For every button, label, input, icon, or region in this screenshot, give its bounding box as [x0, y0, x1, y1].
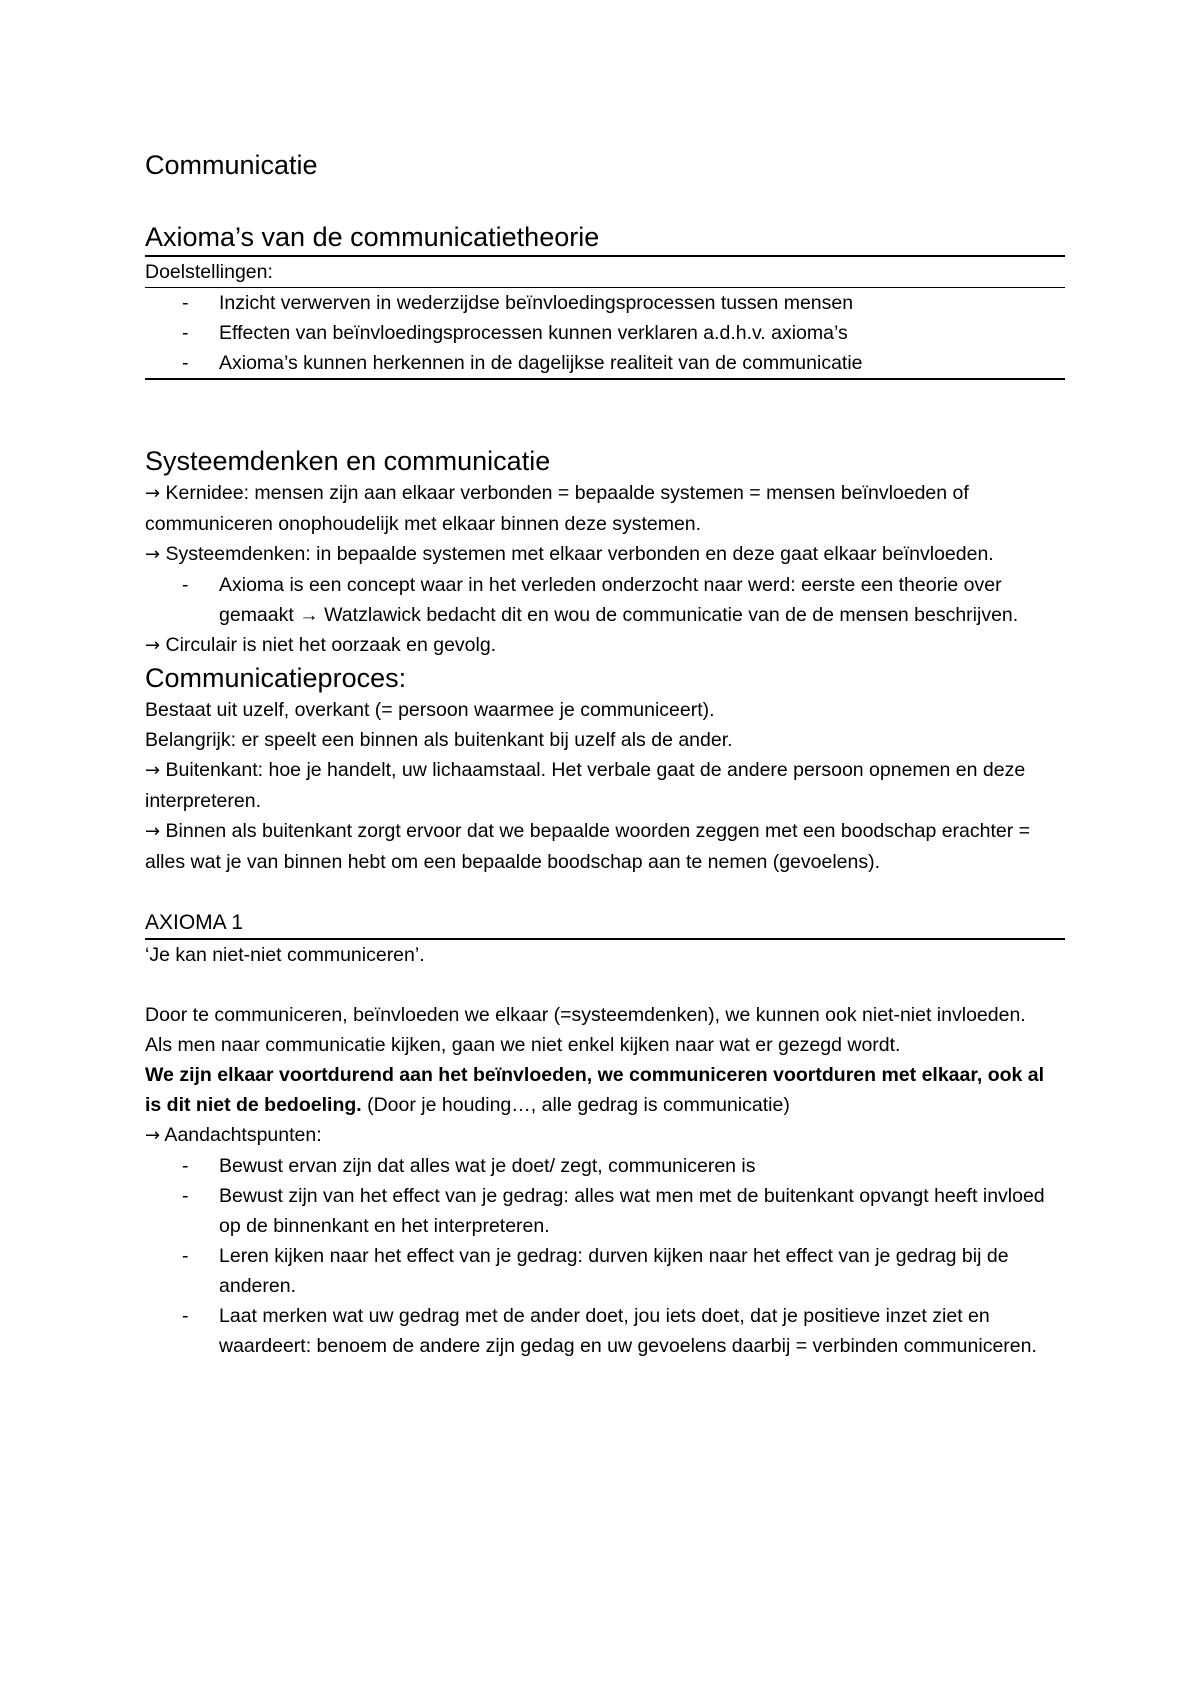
- systeem-list: [145, 570, 1065, 630]
- paragraph: → Buitenkant: hoe je handelt, uw lichaamstaal. Het verbale gaat de andere persoon opnemen en deze interpreteren.: [145, 759, 1026, 812]
- section-heading-axioma-1: AXIOMA 1: [145, 909, 1065, 940]
- goals-label: Doelstellingen:: [145, 257, 1065, 288]
- section-heading-systeemdenken: Systeemdenken en communicatie: [145, 446, 551, 476]
- axioma-quote: ‘Je kan niet-niet communiceren’.: [145, 944, 425, 966]
- paragraph: Belangrijk: er speelt een binnen als buitenkant bij uzelf als de ander.: [145, 729, 733, 751]
- section-heading-axiomas: Axioma’s van de communicatietheorie: [145, 220, 1065, 257]
- paragraph: → Circulair is niet het oorzaak en gevolg.: [145, 634, 497, 656]
- list-item: - Bewust zijn van het effect van je gedrag: alles wat men met de buitenkant opvangt heeft invloed op de binnenkant en het interpreteren.: [182, 1185, 1045, 1237]
- paragraph: → Systeemdenken: in bepaalde systemen met elkaar verbonden en deze gaat elkaar beïnvloeden.: [145, 543, 994, 565]
- arrow-icon: →: [145, 1125, 161, 1146]
- paragraph: → Kernidee: mensen zijn aan elkaar verbonden = bepaalde systemen = mensen beïnvloeden of communiceren onophoudelijk met elkaar binnen deze systemen.: [145, 482, 969, 535]
- list-item: - Effecten van beïnvloedingsprocessen kunnen verklaren a.d.h.v. axioma’s: [182, 322, 848, 344]
- paragraph: → Aandachtspunten:: [145, 1124, 322, 1146]
- aandachtspunten-list: [145, 1151, 1065, 1361]
- arrow-icon: →: [145, 821, 161, 842]
- list-item: - Axioma’s kunnen herkennen in de dagelijkse realiteit van de communicatie: [182, 352, 863, 374]
- document-content: [145, 148, 1065, 1361]
- list-item: - Laat merken wat uw gedrag met de ander doet, jou iets doet, dat je positieve inzet ziet en waardeert: benoem de andere zijn gedag en uw gevoelens daarbij = verbinden communiceren.: [182, 1305, 1037, 1357]
- list-item: - Bewust ervan zijn dat alles wat je doet/ zegt, communiceren is: [182, 1155, 756, 1177]
- section-heading-communicatieproces: Communicatieproces:: [145, 663, 407, 693]
- list-item: - Axioma is een concept waar in het verleden onderzocht naar werd: eerste een theorie over gemaakt → Watzlawick bedacht dit en wou de communicatie van de de mensen beschrijven.: [182, 574, 1019, 626]
- paragraph: We zijn elkaar voortdurend aan het beïnvloeden, we communiceren voortduren met elkaar, ook al is dit niet de bedoeling. (Door je houding…, alle gedrag is communicatie): [145, 1064, 1045, 1116]
- paragraph: Bestaat uit uzelf, overkant (= persoon waarmee je communiceert).: [145, 699, 715, 721]
- arrow-icon: →: [145, 483, 161, 504]
- arrow-icon: →: [145, 760, 161, 781]
- paragraph: Door te communiceren, beïnvloeden we elkaar (=systeemdenken), we kunnen ook niet-niet invloeden.: [145, 1004, 1026, 1026]
- goals-list: [145, 288, 1065, 380]
- list-item: - Leren kijken naar het effect van je gedrag: durven kijken naar het effect van je gedrag bij de anderen.: [182, 1245, 1009, 1297]
- arrow-icon: →: [145, 544, 161, 565]
- list-item: - Inzicht verwerven in wederzijdse beïnvloedingsprocessen tussen mensen: [182, 292, 854, 314]
- paragraph: Als men naar communicatie kijken, gaan we niet enkel kijken naar wat er gezegd wordt.: [145, 1034, 901, 1056]
- paragraph: → Binnen als buitenkant zorgt ervoor dat we bepaalde woorden zeggen met een boodschap erachter = alles wat je van binnen hebt om een bepaalde boodschap aan te nemen (gevoelens).: [145, 820, 1031, 873]
- arrow-icon: →: [145, 635, 161, 656]
- document-title: Communicatie: [145, 150, 318, 180]
